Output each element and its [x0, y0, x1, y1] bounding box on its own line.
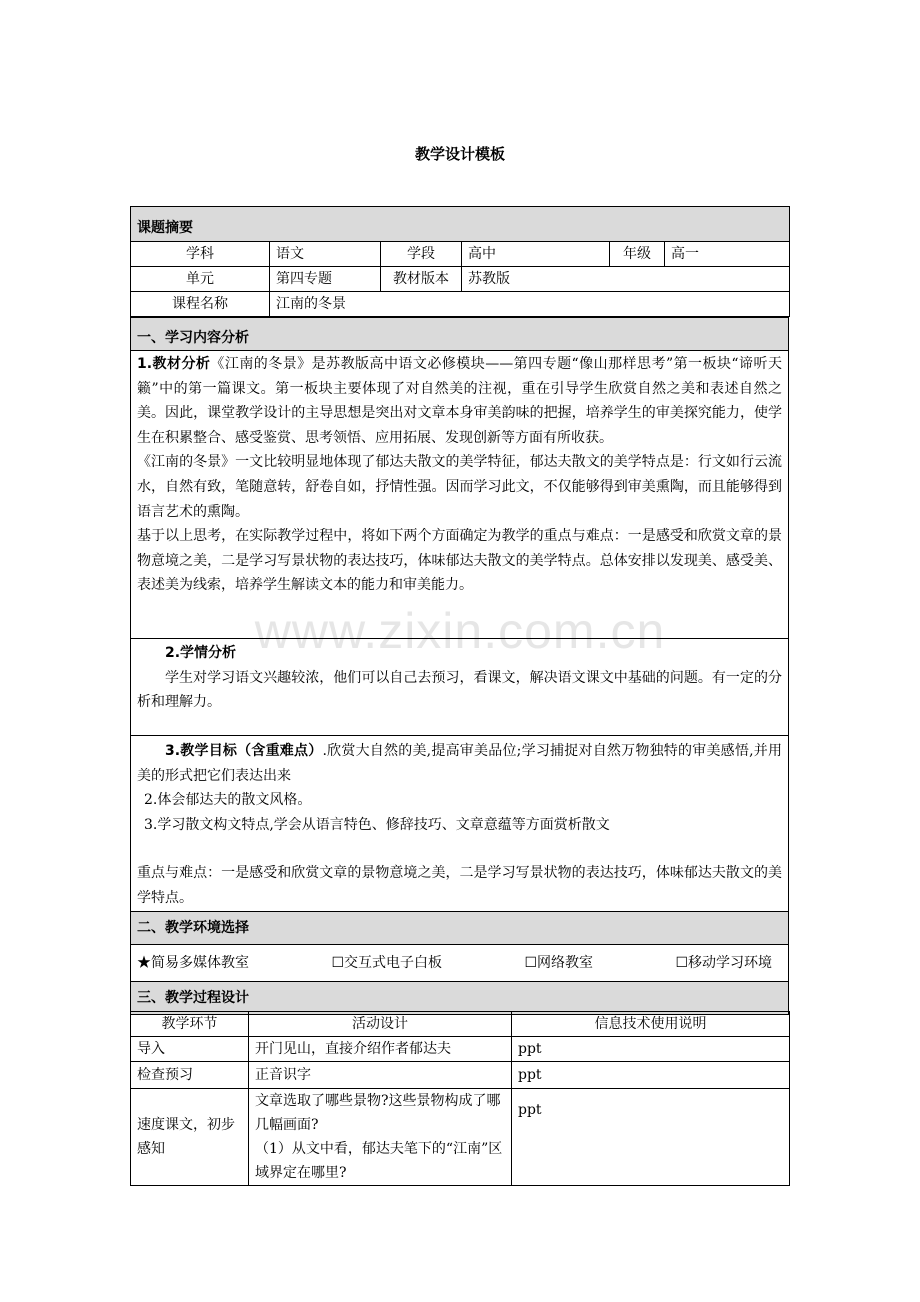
stage-cell: 导入 [131, 1037, 249, 1062]
stage-value: 高中 [462, 242, 610, 267]
activity-subquestion: （1）从文中看，郁达夫笔下的“江南”区域界定在哪里? [255, 1141, 503, 1181]
learner-label: 2.学情分析 [165, 645, 237, 661]
goals-text2: 2.体会郁达夫的散文风格。 [144, 792, 312, 809]
subject-value: 语文 [270, 242, 381, 267]
checkbox-icon: ☐ [524, 954, 537, 971]
edition-label: 教材版本 [381, 267, 462, 292]
process-table [130, 1011, 790, 1186]
learner-text: 学生对学习语文兴趣较浓，他们可以自己去预习，看课文，解决语文课文中基础的问题。有一定的分析和理解力。 [137, 669, 782, 711]
goals-key: 重点与难点：一是感受和欣赏文章的景物意境之美，二是学习写景状物的表达技巧，体味郁达夫散文的美学特点。 [137, 865, 782, 906]
column-header: 教学环节 [131, 1012, 249, 1037]
stage-cell: 速度课文，初步感知 [131, 1089, 249, 1186]
activity-cell [249, 1089, 512, 1186]
env-option-mobile[interactable]: ☐移动学习环境 [675, 954, 772, 971]
grade-label: 年级 [610, 242, 665, 267]
watermark: www.zixin.com.cn [254, 603, 666, 659]
env-option-network[interactable]: ☐网络教室 [524, 954, 593, 971]
textbook-p3: 基于以上思考，在实际教学过程中，将如下两个方面确定为教学的重点与难点：一是感受和欣赏文章的景物意境之美，二是学习写景状物的表达技巧，体味郁达夫散文的美学特点。总体安排以发现美、感受美、表述美为线索，培养学生解读文本的能力和审美能力。 [137, 528, 782, 594]
edition-value: 苏教版 [462, 267, 790, 292]
unit-label: 单元 [131, 267, 270, 292]
checkbox-icon: ☐ [331, 954, 344, 971]
activity-cell: 开门见山，直接介绍作者郁达夫 [249, 1037, 512, 1062]
stage-label: 学段 [381, 242, 462, 267]
column-header: 活动设计 [249, 1012, 512, 1037]
process-heading: 三、教学过程设计 [131, 981, 789, 1014]
column-header: 信息技术使用说明 [512, 1012, 790, 1037]
goals-text1: .欣赏大自然的美,提高审美品位;学习捕捉对自然万物独特的审美感悟,并用美的形式把它们表达出来 [137, 743, 782, 784]
textbook-p2: 《江南的冬景》一文比较明显地体现了郁达夫散文的美学特征，郁达夫散文的美学特点是：行文如行云流水，自然有致，笔随意转，舒卷自如，抒情性强。因而学习此文，不仅能够得到审美熏陶，而且能够得到语言艺术的熏陶。 [137, 454, 782, 520]
unit-value: 第四专题 [270, 267, 381, 292]
table-row [131, 1089, 790, 1186]
environment-heading: 二、教学环境选择 [131, 911, 789, 944]
activity-cell: 正音识字 [249, 1062, 512, 1089]
tech-cell: ppt [512, 1089, 790, 1186]
textbook-p1: 《江南的冬景》是苏教版高中语文必修模块——第四专题“像山那样思考”第一板块“谛听天籁”中的第一篇课文。第一板块主要体现了对自然美的注视，重在引导学生欣赏自然之美和表述自然之美。因此，课堂教学设计的主导思想是突出对文章本身审美韵味的把握，培养学生的审美探究能力，使学生在积累整合、感受鉴赏、思考领悟、应用拓展、发现创新等方面有所收获。 [137, 356, 782, 446]
table-row [131, 1037, 790, 1062]
goals-label: 3.教学目标（含重难点） [165, 743, 323, 759]
env-option-whiteboard[interactable]: ☐交互式电子白板 [331, 954, 442, 971]
analysis-heading: 一、学习内容分析 [131, 318, 789, 351]
page-title: 教学设计模板 [414, 145, 505, 163]
course-value: 江南的冬景 [270, 292, 790, 317]
env-option-multimedia[interactable]: ★简易多媒体教室 [137, 954, 249, 971]
grade-value: 高一 [665, 242, 790, 267]
learner-analysis [131, 639, 789, 736]
summary-table [130, 206, 790, 317]
textbook-analysis [131, 351, 789, 639]
analysis-table [130, 317, 789, 1015]
star-icon: ★ [137, 954, 151, 971]
tech-cell: ppt [512, 1062, 790, 1089]
goals-text3: 3.学习散文构文特点,学会从语言特色、修辞技巧、文章意蕴等方面赏析散文 [144, 816, 610, 833]
subject-label: 学科 [131, 242, 270, 267]
environment-options [131, 944, 789, 981]
summary-heading: 课题摘要 [131, 207, 790, 242]
textbook-label: 1.教材分析 [137, 356, 211, 372]
stage-cell: 检查预习 [131, 1062, 249, 1089]
tech-cell: ppt [512, 1037, 790, 1062]
activity-question: 文章选取了哪些景物?这些景物构成了哪几幅画面? [255, 1093, 501, 1133]
course-label: 课程名称 [131, 292, 270, 317]
teaching-goals [131, 736, 789, 912]
checkbox-icon: ☐ [675, 954, 688, 971]
table-row [131, 1062, 790, 1089]
